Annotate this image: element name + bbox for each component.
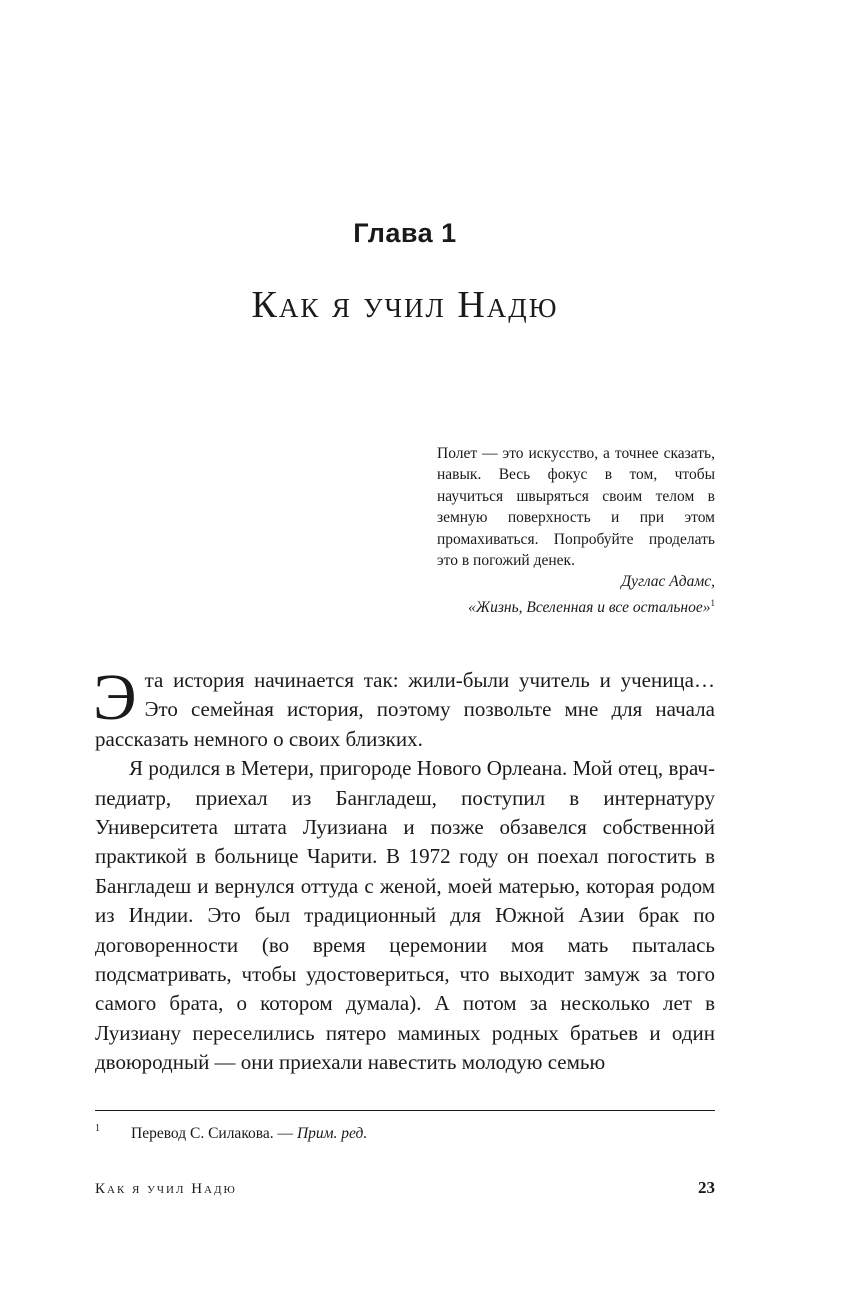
page-number: 23	[698, 1178, 715, 1197]
chapter-title: Как я учил Надю	[251, 284, 559, 326]
footnote-reference[interactable]: 1	[710, 597, 715, 608]
epigraph-source-line	[437, 593, 715, 619]
footnote-note: Прим. ред.	[296, 1125, 368, 1142]
footnote-text: Перевод С. Силакова. —	[131, 1125, 294, 1142]
paragraph-1-text: та история начинается так: жили-были учитель и ученица… Это семейная история, поэтому позвольте мне для начала рассказать немного о своих близких.	[95, 668, 715, 751]
footnote-text-line	[131, 1125, 367, 1143]
epigraph-source: «Жизнь, Вселенная и все остальное»	[468, 599, 711, 616]
paragraph-1	[93, 661, 715, 754]
footnote-divider	[95, 1110, 715, 1111]
epigraph	[437, 443, 715, 618]
running-head: Как я учил Надю	[95, 1181, 237, 1197]
epigraph-author: Дуглас Адамс,	[621, 573, 715, 591]
chapter-label: Глава 1	[353, 218, 457, 248]
epigraph-text: Полет — это искусство, а точнее сказать, навык. Весь фокус в том, чтобы научиться швыряться своим телом в земную поверхность и при этом промахиваться. Попробуйте проделать это в погожий денек.	[437, 445, 715, 570]
body-text	[93, 661, 715, 1078]
footnote-number: 1	[95, 1123, 100, 1134]
drop-cap: Э	[93, 661, 137, 734]
paragraph-2: Я родился в Метери, пригороде Нового Орлеана. Мой отец, врач-педиатр, приехал из Бангладеш, поступил в интернатуру Университета штата Луизиана и позже обзавелся собственной практикой в больнице Чарити. В 1972 году он поехал погостить в Бангладеш и вернулся оттуда с женой, моей матерью, которая родом из Индии. Это был традиционный для Южной Азии брак по договоренности (во время церемонии моя мать пыталась подсматривать, чтобы удостовериться, что выходит замуж за того самого брата, о котором думала). А потом за несколько лет в Луизиану переселились пятеро маминых родных братьев и один двоюродный — они приехали навестить молодую семью	[95, 756, 715, 1075]
